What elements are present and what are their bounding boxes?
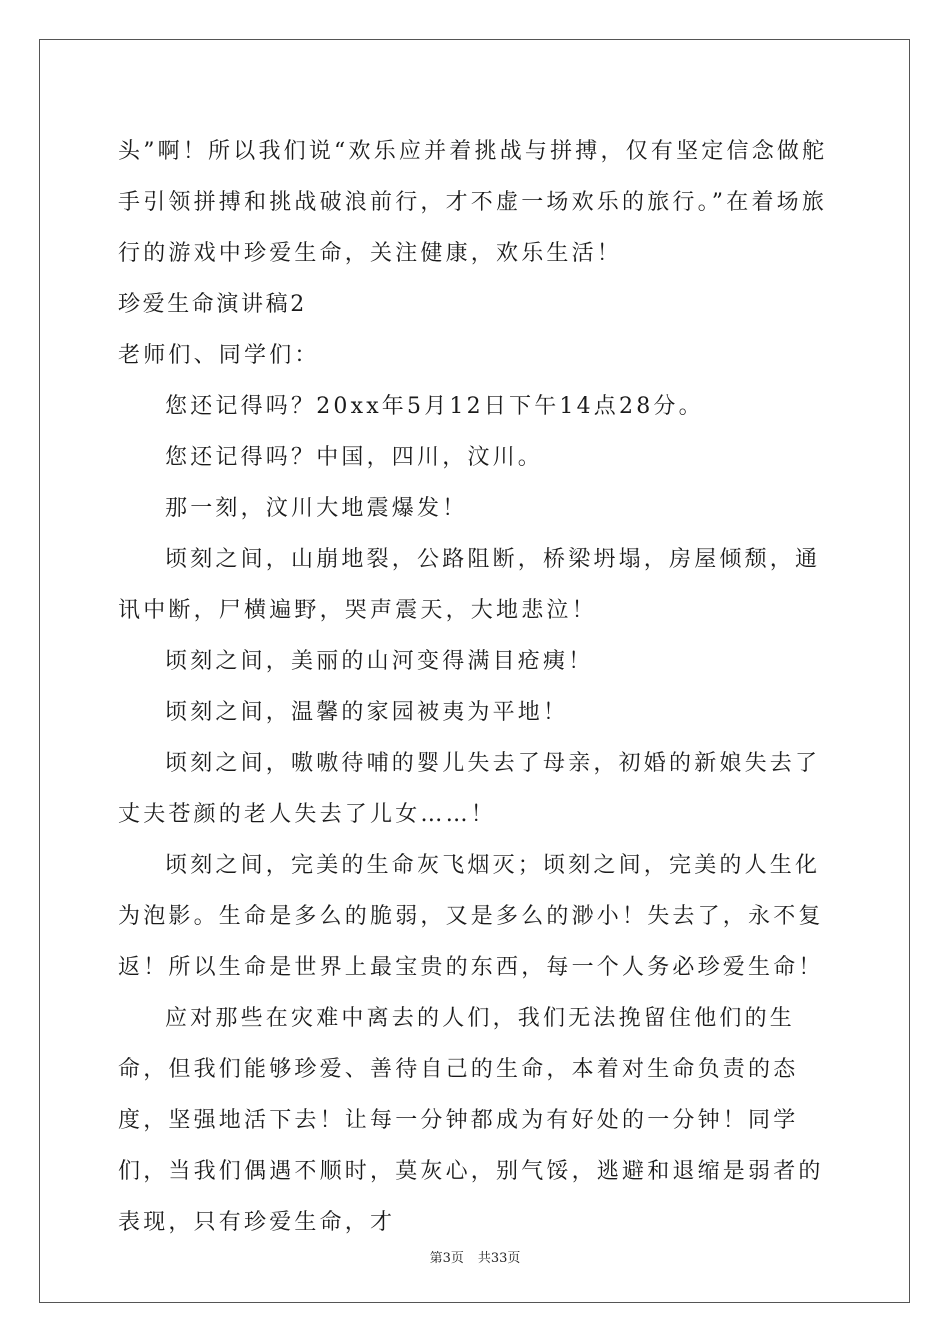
paragraph: 您还记得吗？中国，四川，汶川。 <box>165 445 544 470</box>
paragraph: 顷刻之间，温馨的家园被夷为平地！ <box>165 700 569 725</box>
page-number: 第3页 <box>429 1251 464 1266</box>
paragraph: 顷刻之间，完美的生命灰飞烟灭；顷刻之间，完美的人生化为泡影。生命是多么的脆弱，又是多么的渺小！失去了，永不复返！所以生命是世界上最宝贵的东西，每一个人务必珍爱生命！ <box>118 853 824 980</box>
paragraph: 顷刻之间，山崩地裂，公路阻断，桥梁坍塌，房屋倾颓，通讯中断，尸横遍野，哭声震天，大地悲泣！ <box>118 547 821 623</box>
paragraph-continuation: 头”啊！所以我们说“欢乐应并着挑战与拼搏，仅有坚定信念做舵手引领拼搏和挑战破浪前行，才不虚一场欢乐的旅行。”在着场旅行的游戏中珍爱生命，关注健康，欢乐生活！ <box>118 139 828 266</box>
page-total: 共33页 <box>477 1251 521 1266</box>
paragraph: 那一刻，汶川大地震爆发！ <box>165 496 468 521</box>
paragraph: 顷刻之间，美丽的山河变得满目疮痍！ <box>165 649 594 674</box>
page-footer <box>0 1247 950 1266</box>
document-body <box>118 126 838 1248</box>
paragraph: 顷刻之间，嗷嗷待哺的婴儿失去了母亲，初婚的新娘失去了丈夫苍颜的老人失去了儿女……！ <box>118 751 821 827</box>
paragraph: 您还记得吗？20xx年5月12日下午14点28分。 <box>165 394 704 419</box>
section-title: 珍爱生命演讲稿2 <box>118 292 307 317</box>
paragraph: 应对那些在灾难中离去的人们，我们无法挽留住他们的生命，但我们能够珍爱、善待自己的生命，本着对生命负责的态度，坚强地活下去！让每一分钟都成为有好处的一分钟！同学们，当我们偶遇不顺时，莫灰心，别气馁，逃避和退缩是弱者的表现，只有珍爱生命，才 <box>118 1006 824 1235</box>
salutation: 老师们、同学们： <box>118 343 320 368</box>
